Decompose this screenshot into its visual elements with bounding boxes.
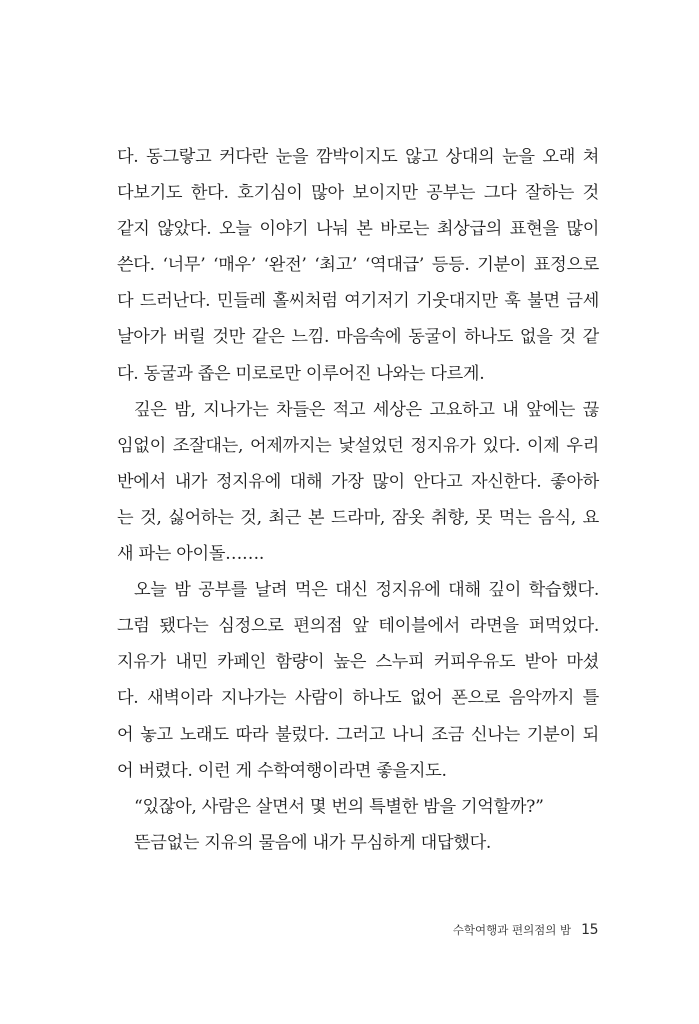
- text-line: 오늘 밤 공부를 날려 먹은 대신 정지유에 대해 깊이 학습했다.: [134, 580, 599, 601]
- text-line: 임없이 조잘대는, 어제까지는 낯설었던 정지유가 있다. 이제 우리: [117, 435, 599, 456]
- text-line: 날아가 버릴 것만 같은 느낌. 마음속에 동굴이 하나도 없을 것 같: [117, 327, 599, 348]
- text-line: 다보기도 한다. 호기심이 많아 보이지만 공부는 그다 잘하는 것: [117, 183, 599, 204]
- text-line: 다. 새벽이라 지나가는 사람이 하나도 없어 폰으로 음악까지 틀: [117, 688, 599, 709]
- text-line: 다. 동그랗고 커다란 눈을 깜박이지도 않고 상대의 눈을 오래 쳐: [117, 147, 599, 167]
- text-line: 깊은 밤, 지나가는 차들은 적고 세상은 고요하고 내 앞에는 끊: [134, 399, 599, 420]
- text-line: 다. 동굴과 좁은 미로로만 이루어진 나와는 다르게.: [117, 363, 485, 384]
- text-line: 뜬금없는 지유의 물음에 내가 무심하게 대답했다.: [134, 832, 492, 853]
- body-text: [117, 139, 599, 861]
- text-line: 새 파는 아이돌…….: [117, 544, 265, 565]
- text-line: 지유가 내민 카페인 함량이 높은 스누피 커피우유도 받아 마셨: [117, 652, 599, 673]
- text-line: 같지 않았다. 오늘 이야기 나눠 본 바로는 최상급의 표현을 많이: [117, 219, 599, 240]
- running-title: 수학여행과 편의점의 밤: [452, 923, 572, 937]
- text-line: 반에서 내가 정지유에 대해 가장 많이 안다고 자신한다. 좋아하: [117, 471, 599, 492]
- page-number: 15: [581, 922, 598, 938]
- text-line: 쓴다. ‘너무’ ‘매우’ ‘완전’ ‘최고’ ‘역대급’ 등등. 기분이 표정으로: [117, 255, 599, 276]
- text-line: 그럼 됐다는 심정으로 편의점 앞 테이블에서 라면을 퍼먹었다.: [117, 616, 599, 637]
- text-line: “있잖아, 사람은 살면서 몇 번의 특별한 밤을 기억할까?”: [134, 796, 544, 817]
- text-line: 어 놓고 노래도 따라 불렀다. 그러고 나니 조금 신나는 기분이 되: [117, 724, 599, 745]
- text-line: 어 버렸다. 이런 게 수학여행이라면 좋을지도.: [117, 760, 447, 781]
- text-line: 다 드러난다. 민들레 홀씨처럼 여기저기 기웃대지만 훅 불면 금세: [117, 291, 599, 312]
- text-line: 는 것, 싫어하는 것, 최근 본 드라마, 잠옷 취향, 못 먹는 음식, 요: [117, 507, 599, 528]
- page-footer: [453, 922, 598, 938]
